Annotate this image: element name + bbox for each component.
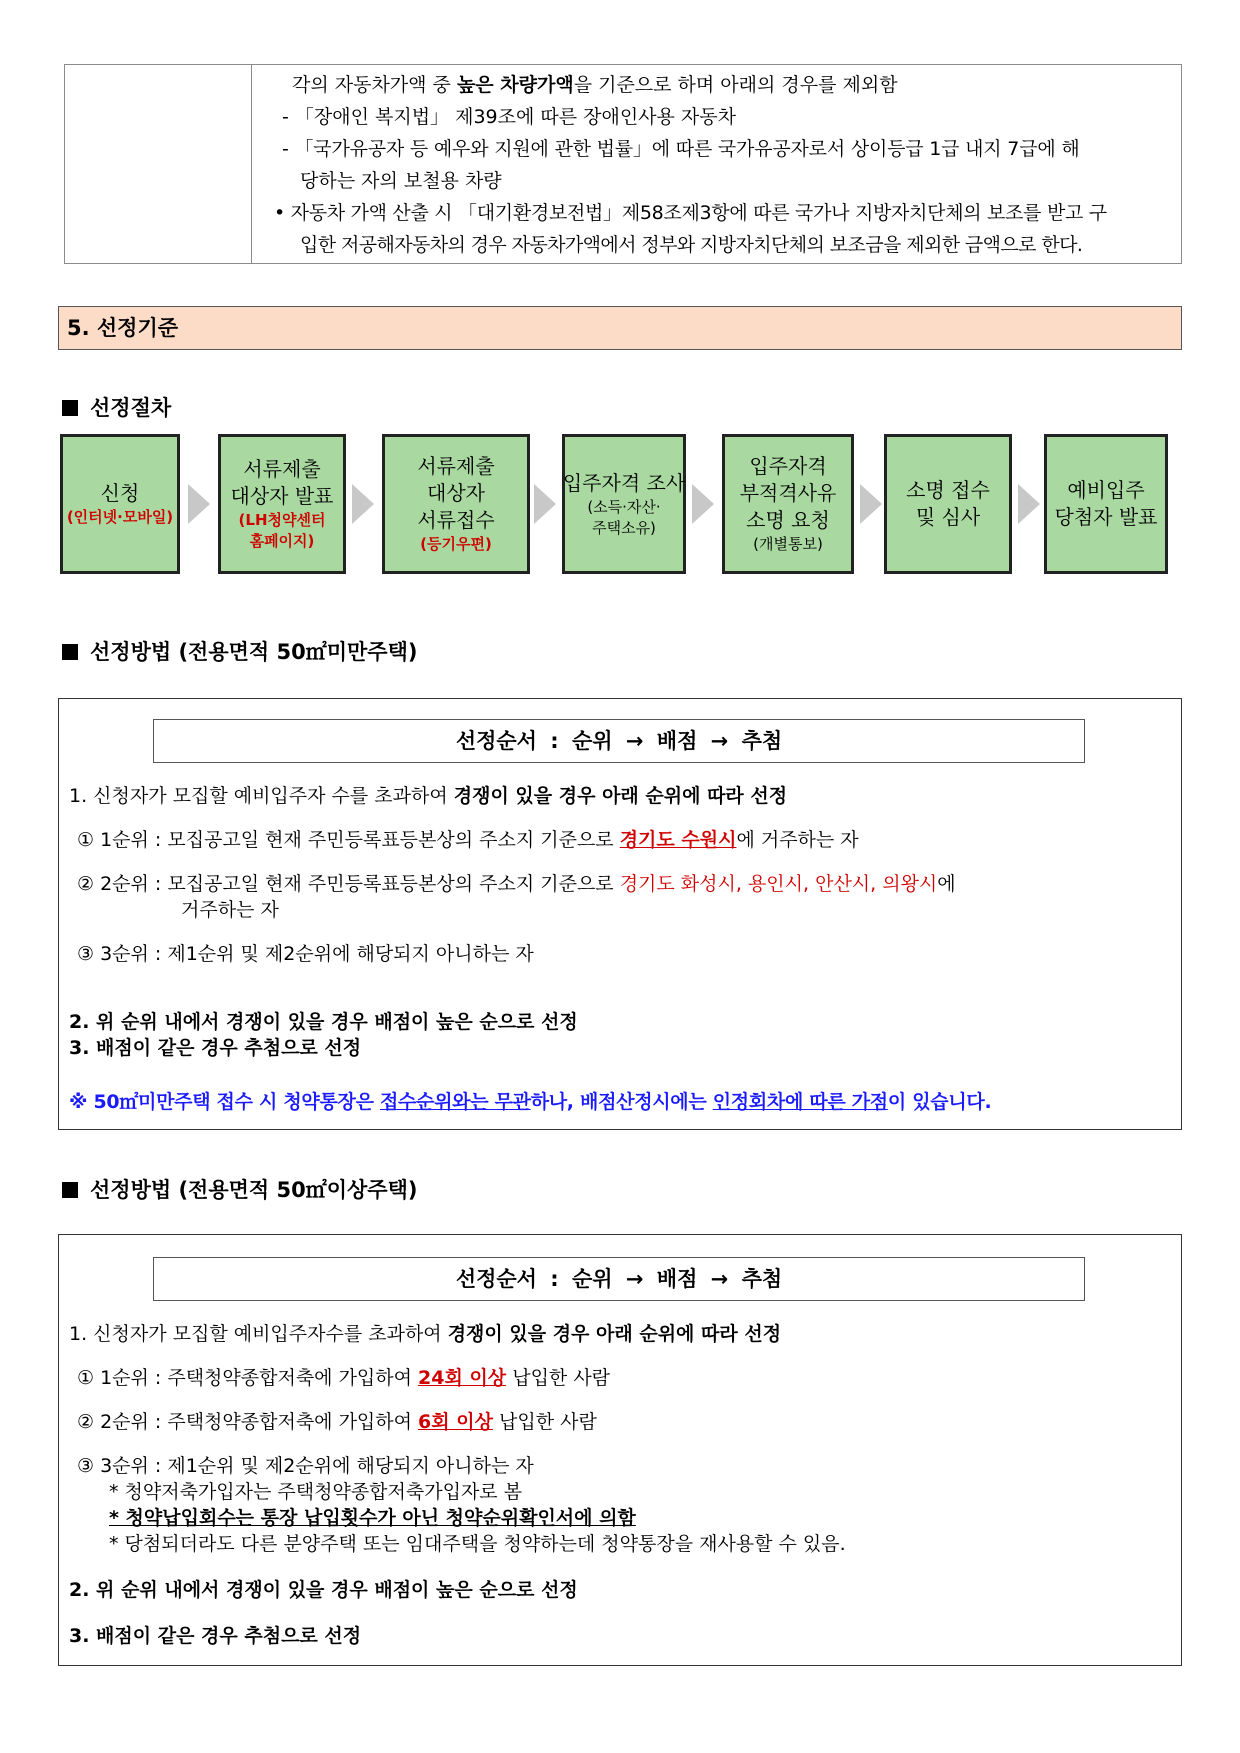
method-small-heading: 선정방법 (전용면적 50㎡미만주택) (62, 636, 417, 666)
method-small-box (58, 698, 1182, 1130)
note-1: * 청약저축가입자는 주택청약종합저축가입자로 봄 (109, 1481, 523, 1503)
step-disqualification-notice: 입주자격 부적격사유 소명 요청 (개별통보) (722, 434, 854, 574)
low-emission-note: • 자동차 가액 산출 시 「대기환경보전법」제58조제3항에 따른 국가나 지방자치단체의 보조를 받고 구 (274, 202, 1107, 224)
item-2: 2. 위 순위 내에서 경쟁이 있을 경우 배점이 높은 순으로 선정 (69, 1011, 578, 1033)
arrow-right-icon (534, 484, 556, 524)
rank-2: ② 2순위 : 주택청약종합저축에 가입하여 6회 이상 납입한 사람 (77, 1411, 597, 1433)
arrow-right-icon (692, 484, 714, 524)
procedure-heading: 선정절차 (62, 392, 171, 422)
method-large-box (58, 1234, 1182, 1666)
step-review: 소명 접수 및 심사 (884, 434, 1012, 574)
arrow-right-icon (352, 484, 374, 524)
table-content-cell (252, 65, 1181, 263)
square-bullet-icon (62, 644, 78, 660)
item-2: 2. 위 순위 내에서 경쟁이 있을 경우 배점이 높은 순으로 선정 (69, 1579, 578, 1601)
rank-1: ① 1순위 : 주택청약종합저축에 가입하여 24회 이상 납입한 사람 (77, 1367, 611, 1389)
square-bullet-icon (62, 400, 78, 416)
item-3: 3. 배점이 같은 경우 추첨으로 선정 (69, 1037, 362, 1059)
note-3: * 당첨되더라도 다른 분양주택 또는 임대주택을 청약하는데 청약통장을 재사용할 수 있음. (109, 1533, 846, 1555)
vehicle-value-line: 각의 자동차가액 중 높은 차량가액을 기준으로 하며 아래의 경우를 제외함 (292, 74, 898, 96)
step-apply: 신청 (인터넷·모바일) (60, 434, 180, 574)
step-document-announce: 서류제출 대상자 발표 (LH청약센터 홈페이지) (218, 434, 346, 574)
exclusion-veteran-cont: 당하는 자의 보철용 차량 (300, 170, 502, 192)
rank-1: ① 1순위 : 모집공고일 현재 주민등록표등본상의 주소지 기준으로 경기도 수원시에 거주하는 자 (77, 829, 859, 851)
square-bullet-icon (62, 1182, 78, 1198)
rank-3: ③ 3순위 : 제1순위 및 제2순위에 해당되지 아니하는 자 (77, 943, 534, 965)
arrow-right-icon (188, 484, 210, 524)
rank-2: ② 2순위 : 모집공고일 현재 주민등록표등본상의 주소지 기준으로 경기도 화성시, 용인시, 안산시, 의왕시에 (77, 873, 956, 895)
step-eligibility-check: 입주자격 조사 (소득·자산· 주택소유) (562, 434, 686, 574)
eligibility-table (64, 64, 1182, 264)
arrow-right-icon (1018, 484, 1040, 524)
section-5-title: 5. 선정기준 (58, 306, 1182, 350)
table-label-cell (65, 65, 252, 263)
selection-order: 선정순서 : 순위 → 배점 → 추첨 (153, 1257, 1085, 1301)
item-1: 1. 신청자가 모집할 예비입주자수를 초과하여 경쟁이 있을 경우 아래 순위에 따라 선정 (69, 1323, 782, 1345)
item-3: 3. 배점이 같은 경우 추첨으로 선정 (69, 1625, 362, 1647)
step-document-receive: 서류제출 대상자 서류접수 (등기우편) (382, 434, 530, 574)
low-emission-note-cont: 입한 저공해자동차의 경우 자동차가액에서 정부와 지방자치단체의 보조금을 제외한 금액으로 한다. (300, 234, 1083, 256)
bankbook-note: ※ 50㎡미만주택 접수 시 청약통장은 접수순위와는 무관하나, 배점산정시에는 인정회차에 따른 가점이 있습니다. (69, 1091, 992, 1113)
note-2: * 청약납입회수는 통장 납입횟수가 아닌 청약순위확인서에 의함 (109, 1507, 636, 1529)
method-large-heading: 선정방법 (전용면적 50㎡이상주택) (62, 1174, 417, 1204)
exclusion-veteran: - 「국가유공자 등 예우와 지원에 관한 법률」에 따른 국가유공자로서 상이등급 1급 내지 7급에 해 (282, 138, 1080, 160)
rank-2-cont: 거주하는 자 (181, 899, 279, 921)
exclusion-disabled: - 「장애인 복지법」 제39조에 따른 장애인사용 자동차 (282, 106, 736, 128)
item-1: 1. 신청자가 모집할 예비입주자 수를 초과하여 경쟁이 있을 경우 아래 순위에 따라 선정 (69, 785, 788, 807)
arrow-right-icon (860, 484, 882, 524)
rank-3: ③ 3순위 : 제1순위 및 제2순위에 해당되지 아니하는 자 (77, 1455, 534, 1477)
selection-order: 선정순서 : 순위 → 배점 → 추첨 (153, 719, 1085, 763)
step-winner-announce: 예비입주 당첨자 발표 (1044, 434, 1168, 574)
